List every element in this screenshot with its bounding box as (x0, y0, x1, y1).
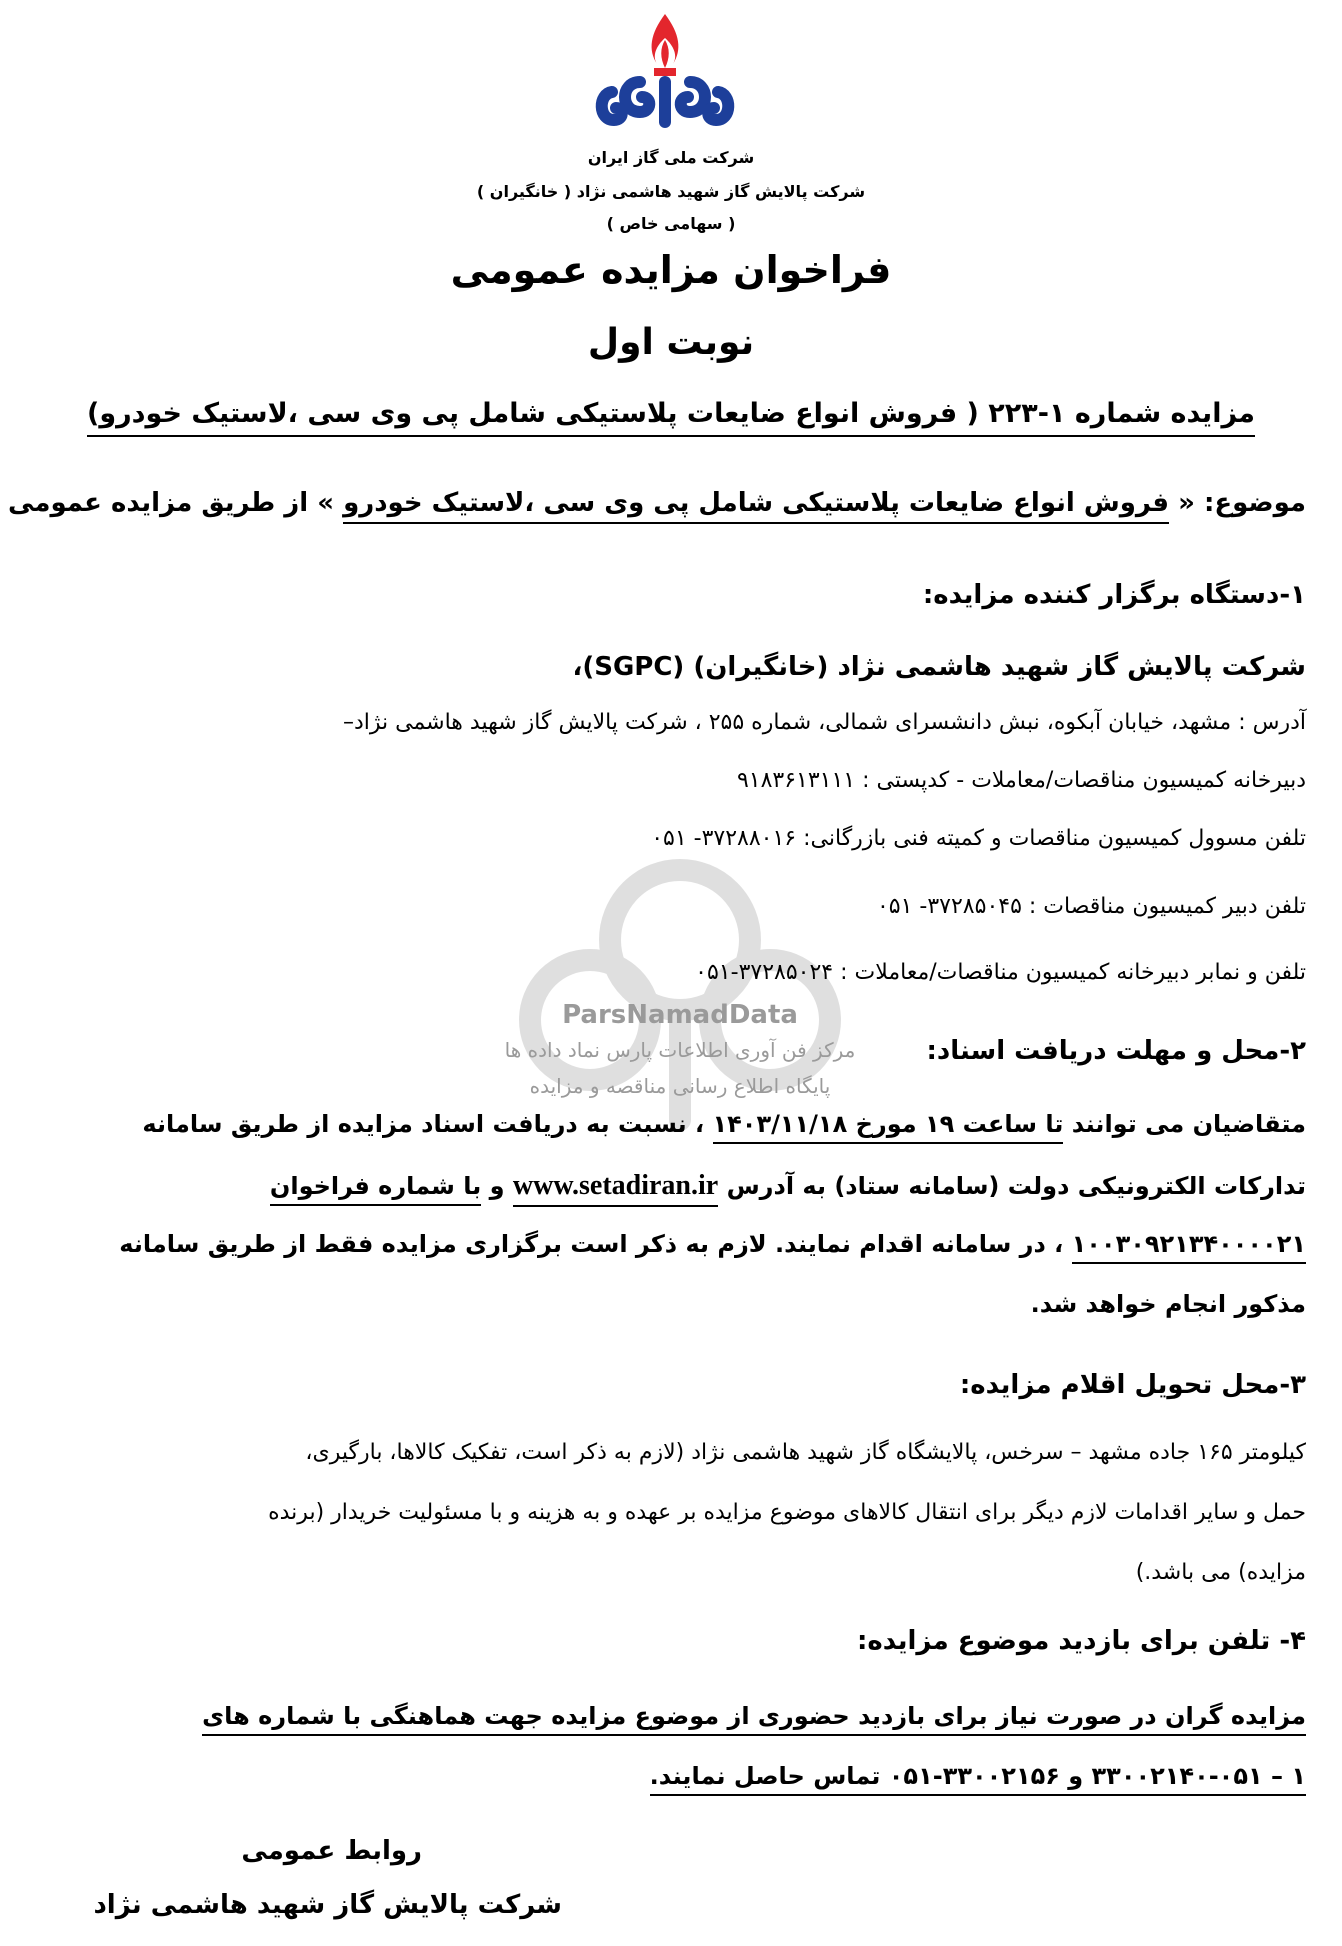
page-title: فراخوان مزایده عمومی (450, 248, 892, 292)
section-4-heading: ۴- تلفن برای بازدید موضوع مزایده: (856, 1626, 1306, 1656)
organizer-name: شرکت پالایش گاز شهید هاشمی نژاد (خانگیران) (SGPC)، (572, 652, 1306, 682)
round-title: نوبت اول (587, 322, 755, 363)
subject-label: موضوع: « (1178, 488, 1306, 518)
section-2-heading: ۲-محل و مهلت دریافت اسناد: (926, 1036, 1306, 1066)
company-line-1: شرکت ملی گاز ایران (587, 148, 755, 167)
section-2-line-1: متقاضیان می توانند تا ساعت ۱۹ مورخ ۱۴۰۳/۱۱/۱۸ ، نسبت به دریافت اسناد مزایده از طریق سامانه (36, 1110, 1306, 1138)
section-3-line-3: مزایده) می باشد.) (1135, 1560, 1306, 1585)
subject-line (8, 488, 1306, 518)
watermark-brand: ParsNamadData (562, 1000, 798, 1030)
phone-line-2: تلفن دبیر کمیسیون مناقصات : ۳۷۲۸۵۰۴۵- ۰۵۱ (876, 894, 1306, 919)
call-number: ۱۰۰۳۰۹۲۱۳۴۰۰۰۰۲۱ (1072, 1230, 1306, 1264)
section-1-heading: ۱-دستگاه برگزار کننده مزایده: (922, 580, 1306, 610)
section-3-line-2: حمل و سایر اقدامات لازم دیگر برای انتقال کالاهای موضوع مزایده بر عهده و به هزینه و با مسئولیت خریدار (برنده (268, 1500, 1306, 1525)
section-2-line-3: ۱۰۰۳۰۹۲۱۳۴۰۰۰۰۲۱ ، در سامانه اقدام نمایند. لازم به ذکر است برگزاری مزایده فقط از طریق سامانه (36, 1230, 1306, 1258)
phone-line-1: تلفن مسوول کمیسیون مناقصات و کمیته فنی بازرگانی: ۳۷۲۸۸۰۱۶- ۰۵۱ (651, 826, 1306, 851)
address-line-1: آدرس : مشهد، خیابان آبکوه، نبش دانشسرای شمالی، شماره ۲۵۵ ، شرکت پالایش گاز شهید هاشمی نژاد– (342, 710, 1306, 735)
address-line-2: دبیرخانه کمیسیون مناقصات/معاملات - کدپستی : ۹۱۸۳۶۱۳۱۱۱ (736, 768, 1306, 793)
subject-value: فروش انواع ضایعات پلاستیکی شامل پی وی سی ،لاستیک خودرو (343, 488, 1169, 524)
section-3-heading: ۳-محل تحویل اقلام مزایده: (959, 1370, 1306, 1400)
section-2-line-2: تدارکات الکترونیکی دولت (سامانه ستاد) به آدرس www.setadiran.ir و با شماره فراخوان (36, 1170, 1306, 1202)
signature-company: شرکت پالایش گاز شهید هاشمی نژاد (93, 1890, 562, 1920)
signature-dept: روابط عمومی (241, 1836, 422, 1866)
section-4-line-2: ۱ – ۳۳۰۰۲۱۴۰-۰۵۱ و ۳۳۰۰۲۱۵۶-۰۵۱ تماس حاصل نمایند. (36, 1762, 1306, 1790)
section-4-line-1: مزایده گران در صورت نیاز برای بازدید حضوری از موضوع مزایده جهت هماهنگی با شماره های (36, 1702, 1306, 1730)
national-iranian-gas-company-logo (590, 12, 740, 142)
watermark-line-2: پایگاه اطلاع رسانی مناقصه و مزایده (529, 1074, 831, 1098)
section-2-line-4: مذکور انجام خواهد شد. (1030, 1290, 1306, 1318)
deadline-text: تا ساعت ۱۹ مورخ ۱۴۰۳/۱۱/۱۸ (713, 1110, 1064, 1144)
call-number-label: با شماره فراخوان (270, 1172, 481, 1206)
company-line-3: ( سهامی خاص ) (606, 214, 736, 233)
watermark-line-1: مرکز فن آوری اطلاعات پارس نماد داده ها (504, 1038, 856, 1062)
section-3-line-1: کیلومتر ۱۶۵ جاده مشهد – سرخس، پالایشگاه گاز شهید هاشمی نژاد (لازم به ذکر است، تفکیک کالاها، بارگیری، (305, 1440, 1306, 1465)
auction-number-title: مزایده شماره ۱-۲۲۳ ( فروش انواع ضایعات پلاستیکی شامل پی وی سی ،لاستیک خودرو) (0, 398, 1342, 429)
setadiran-link[interactable]: www.setadiran.ir (513, 1170, 718, 1207)
phone-line-3: تلفن و نمابر دبیرخانه کمیسیون مناقصات/معاملات : ۳۷۲۸۵۰۲۴-۰۵۱ (695, 960, 1306, 985)
company-line-2: شرکت پالایش گاز شهید هاشمی نژاد ( خانگیران ) (476, 182, 866, 201)
subject-suffix: » از طریق مزایده عمومی (8, 488, 334, 518)
